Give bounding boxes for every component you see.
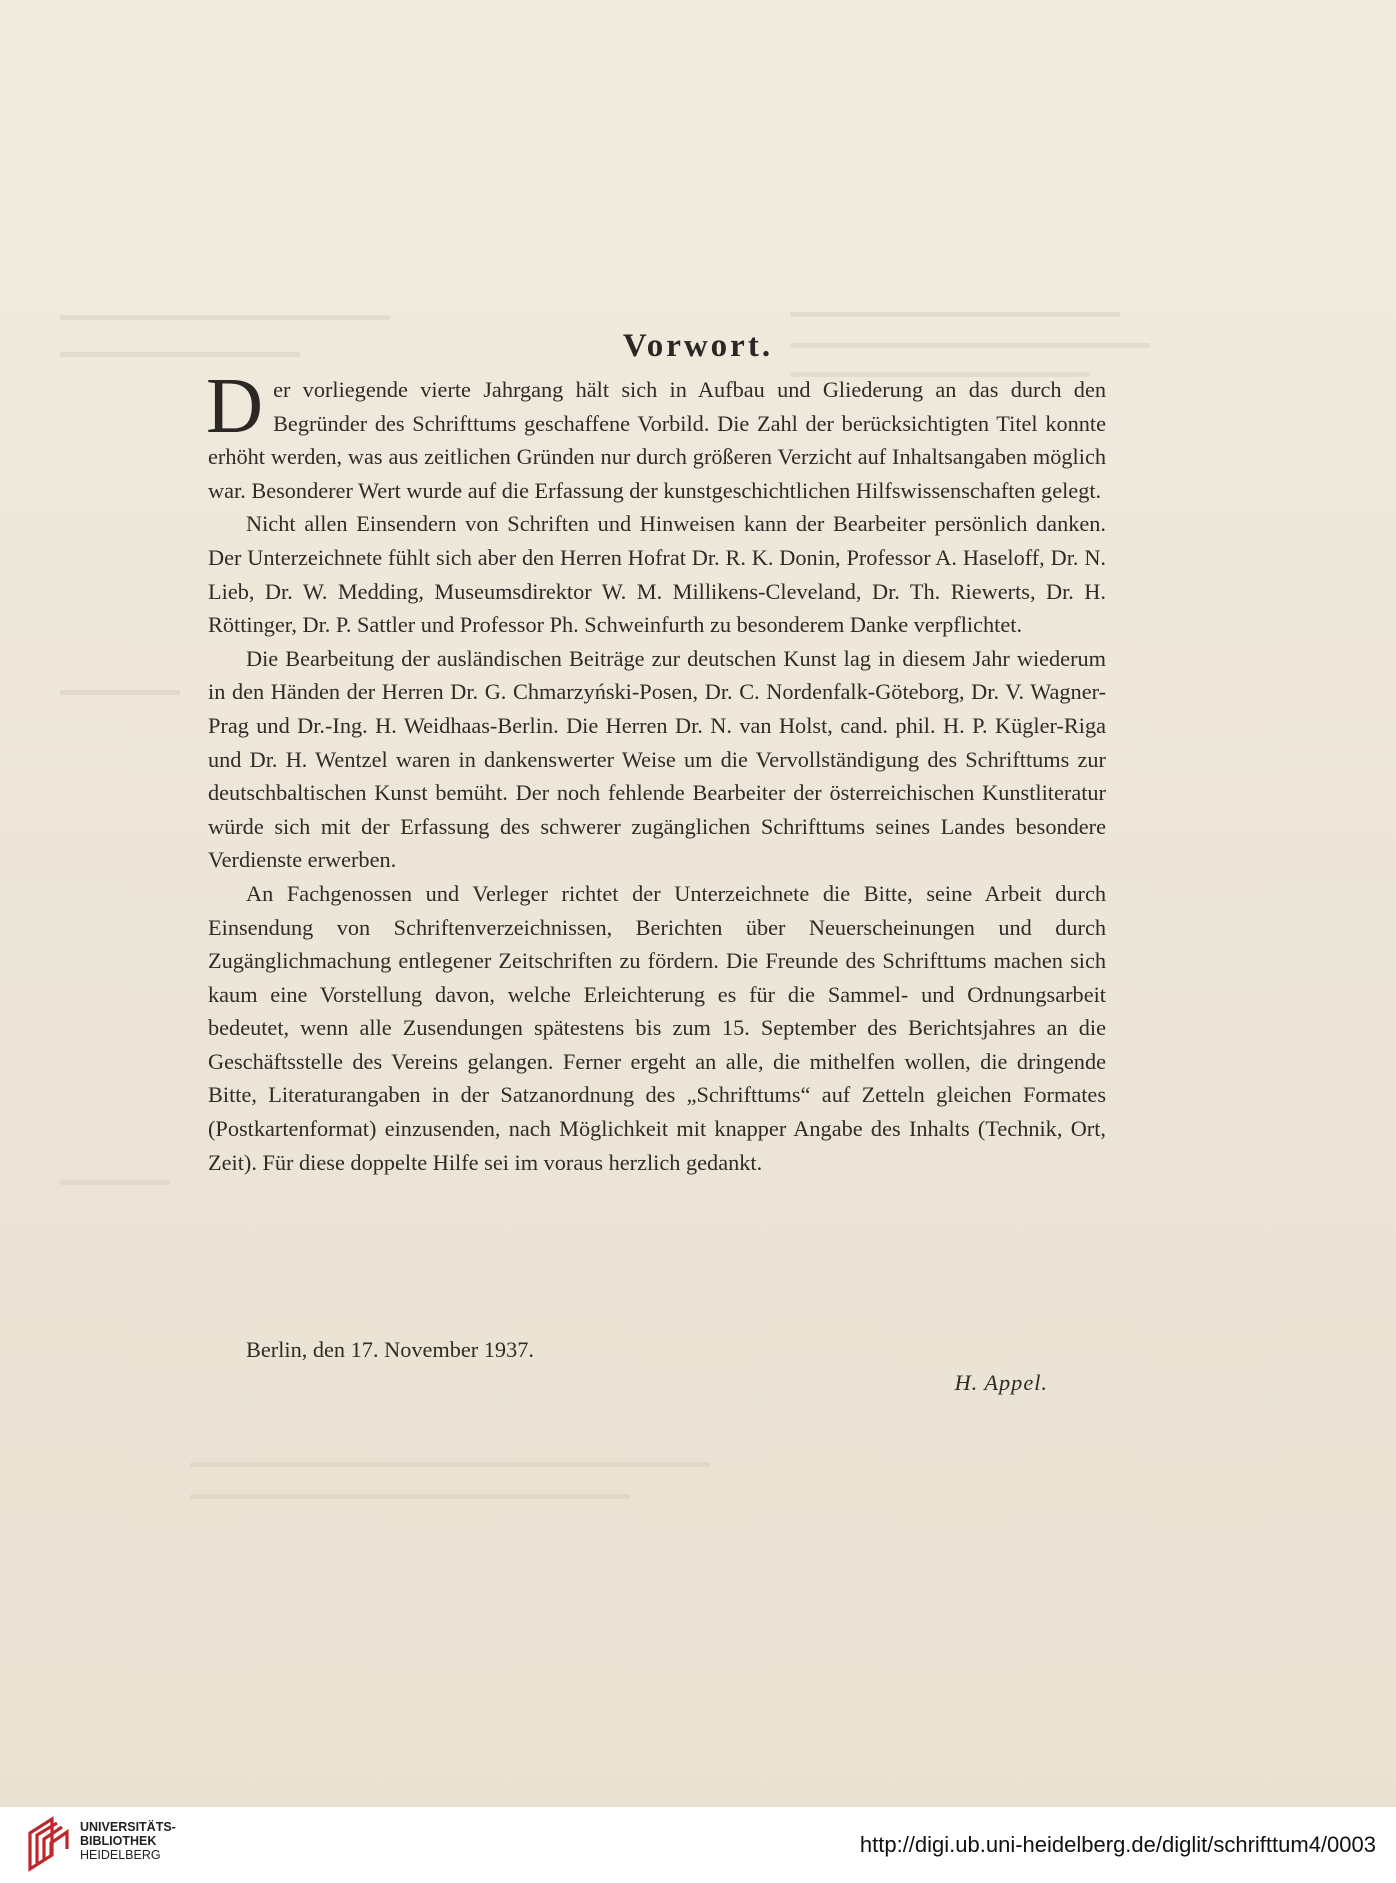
library-name (80, 1820, 176, 1862)
page-title: Vorwort. (622, 328, 774, 365)
bleed-through-shadow (190, 1462, 710, 1467)
drop-cap: D (206, 363, 264, 450)
library-name-line: HEIDELBERG (80, 1848, 161, 1862)
paragraph (206, 363, 1106, 507)
bleed-through-shadow (190, 1494, 630, 1499)
bleed-through-shadow (790, 312, 1120, 317)
paragraph: Nicht allen Einsendern von Schriften und Hinweisen kann der Bearbeiter persönlich danken. Der Unterzeichnete fühlt sich aber den Herren Hofrat Dr. R. K. Donin, Professor A. Haseloff, Dr. N. Lieb, Dr. W. Medding, Museumsdirektor W. M. Millikens-Cleveland, Dr. Th. Riewerts, Dr. H. Röttinger, Dr. P. Sattler und Professor Ph. Schweinfurth zu besonderem Danke verpflichtet. (208, 511, 1106, 638)
preface-body (206, 363, 1106, 1179)
paragraph: An Fachgenossen und Verleger richtet der Unterzeichnete die Bitte, seine Arbeit durch Einsendung von Schriftenverzeichnissen, Berichten über Neuerscheinungen und durch Zugänglichmachung entlegener Zeitschriften zu fördern. Die Freunde des Schrifttums machen sich kaum eine Vorstellung davon, welche Erleichterung es für die Sammel- und Ordnungsarbeit bedeutet, wenn alle Zusendungen spätestens bis zum 15. September des Berichtsjahres an die Geschäftsstelle des Vereins gelangen. Ferner ergeht an alle, die mithelfen wollen, die dringende Bitte, Literaturangaben in der Satzanordnung des „Schrifttums“ auf Zetteln gleichen Formates (Postkartenformat) einzusenden, nach Möglichkeit mit knapper Angabe des Inhalts (Technik, Ort, Zeit). Für diese doppelte Hilfe sei im voraus herzlich gedankt. (208, 880, 1106, 1175)
library-name-line: BIBLIOTHEK (80, 1834, 157, 1848)
paragraph-text: er vorliegende vierte Jahrgang hält sich in Aufbau und Gliederung an das durch den Begründer des Schrifttums geschaffene Vorbild. Die Zahl der berücksichtigten Titel konnte erhöht werden, was aus zeitlichen Gründen nur durch größeren Verzicht auf Inhaltsangaben möglich war. Besonderer Wert wurde auf die Erfassung der kunstgeschichtlichen Hilfswissenschaften gelegt. (208, 377, 1106, 503)
paragraph: Die Bearbeitung der ausländischen Beiträge zur deutschen Kunst lag in diesem Jahr wiederum in den Händen der Herren Dr. G. Chmarzyński-Posen, Dr. C. Nordenfalk-Göteborg, Dr. V. Wagner-Prag und Dr.-Ing. H. Weidhaas-Berlin. Die Herren Dr. N. van Holst, cand. phil. H. P. Kügler-Riga und Dr. H. Wentzel waren in dankenswerter Weise um die Vervollständigung des Schrifttums zur deutschbaltischen Kunst bemüht. Der noch fehlende Bearbeiter der österreichischen Kunstliteratur würde sich mit der Erfassung des schwerer zugänglichen Schrifttums seines Landes besondere Verdienste erwerben. (208, 645, 1106, 873)
bleed-through-shadow (60, 690, 180, 695)
bleed-through-shadow (60, 1180, 170, 1185)
signature: H. Appel. (954, 1370, 1048, 1395)
source-url-link[interactable]: http://digi.ub.uni-heidelberg.de/diglit/schrifttum4/0003 (859, 1832, 1376, 1857)
place-date-line: Berlin, den 17. November 1937. (246, 1337, 534, 1362)
library-logo-icon (26, 1815, 72, 1873)
library-name-line: UNIVERSITÄTS- (80, 1820, 176, 1834)
bleed-through-shadow (60, 315, 390, 320)
footer-bar (0, 1807, 1396, 1883)
